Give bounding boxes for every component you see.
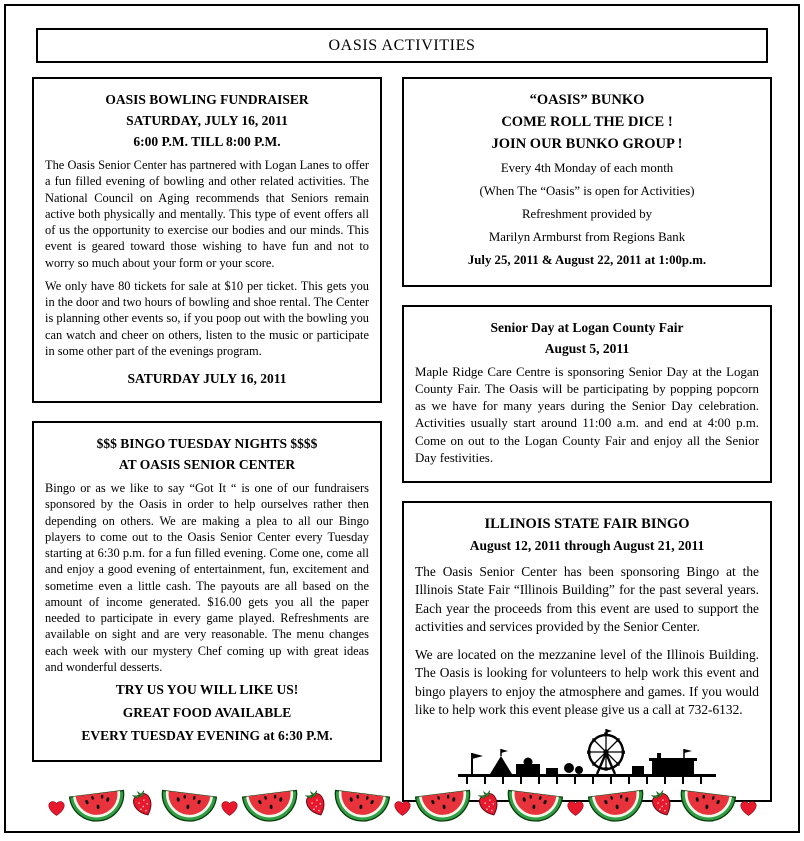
- bingo-body: Bingo or as we like to say “Got It “ is one of our fundraisers sponsored by the Oasis in order to help ourselves rather then depending on others. We are making a plea to all our Bingo players to come out to the Oasis Senior Center every Tuesday starting at 6:30 p.m. for a fun filled evening. Come one, come all and enjoy a good evening of entertainment, fun, excitement and sometime even a little cash. The payouts are all based on the amount of income generated. $16.00 gets you all the paper needed to participate in every game played. Refreshments are available on sight and are very reasonable. The menu changes each week with our mystery Chef coming up with great ideas and wonderful desserts.: [45, 481, 369, 674]
- heart-icon: [394, 801, 411, 816]
- watermelon-icon: [241, 786, 301, 827]
- heart-icon: [567, 801, 584, 816]
- watermelon-icon: [587, 786, 647, 827]
- section-bunko: [402, 77, 772, 287]
- heart-icon: [221, 801, 238, 816]
- watermelon-icon: [331, 786, 391, 827]
- bingo-closing-2: GREAT FOOD AVAILABLE: [122, 705, 292, 720]
- bowling-date: SATURDAY, JULY 16, 2011: [126, 113, 288, 128]
- left-column: [32, 77, 382, 762]
- watermelon-icon: [414, 786, 474, 827]
- state-fair-date: August 12, 2011 through August 21, 2011: [469, 537, 705, 553]
- watermelon-icon: [504, 786, 564, 827]
- bunko-title-3: JOIN OUR BUNKO GROUP !: [491, 136, 683, 152]
- bunko-title-2: COME ROLL THE DICE !: [501, 114, 673, 130]
- watermelon-icon: [677, 786, 737, 827]
- newsletter-page: [4, 4, 800, 833]
- state-fair-paragraph-1: The Oasis Senior Center has been sponsoring Bingo at the Illinois State Fair “Illinois Building” for the past several years. Each year the proceeds from this event are used to support the activities and services provided by the Senior Center.: [415, 563, 759, 635]
- bingo-title-2: AT OASIS SENIOR CENTER: [118, 457, 296, 472]
- bowling-paragraph-1: The Oasis Senior Center has partnered with Logan Lanes to offer a fun filled evening of bowling and other related activities. The National Council on Aging recommends that Seniors remain active both physically and mentally. This type of event offers all of us the opportunity to exercise our bodies and our minds. This event is geared toward those wishing to have fun and not to worry so much about your form or your score.: [45, 158, 369, 270]
- senior-day-body: Maple Ridge Care Centre is sponsoring Senior Day at the Logan County Fair. The Oasis will be participating by popping popcorn as we have for many years during the Senior Day celebration. Activities usually start around 11:00 a.m. and end at 4:00 p.m. Come on out to the Logan County Fair and enjoy all the Senior Day festivities.: [415, 365, 759, 465]
- page-title: OASIS ACTIVITIES: [328, 37, 476, 54]
- footer-decoration: [6, 788, 798, 824]
- state-fair-paragraph-2: We are located on the mezzanine level of the Illinois Building. The Oasis is looking for volunteers to help work this event and bingo players to enjoy the atmosphere and games. If you would like to help work this event please give us a call at 732-6132.: [415, 646, 759, 718]
- bunko-title-1: “OASIS” BUNKO: [529, 92, 645, 108]
- senior-day-title: Senior Day at Logan County Fair: [490, 320, 684, 335]
- bingo-closing-1: TRY US YOU WILL LIKE US!: [115, 682, 299, 697]
- strawberry-icon: [645, 786, 678, 821]
- bunko-line-1: Every 4th Monday of each month: [500, 161, 674, 175]
- strawberry-icon: [126, 786, 159, 821]
- bowling-footer-date: SATURDAY JULY 16, 2011: [127, 371, 287, 386]
- bunko-line-2: (When The “Oasis” is open for Activities): [479, 184, 695, 198]
- section-state-fair-bingo: [402, 501, 772, 802]
- watermelon-icon: [158, 786, 218, 827]
- watermelon-icon: [68, 786, 128, 827]
- bunko-date-line: July 25, 2011 & August 22, 2011 at 1:00p.m.: [467, 253, 707, 267]
- senior-day-date: August 5, 2011: [544, 341, 630, 356]
- right-column: [402, 77, 772, 802]
- bunko-line-3: Refreshment provided by: [521, 207, 653, 221]
- bingo-title-1: $$$ BINGO TUESDAY NIGHTS $$$$: [96, 436, 318, 451]
- strawberry-icon: [472, 786, 505, 821]
- bowling-title: OASIS BOWLING FUNDRAISER: [105, 92, 309, 107]
- heart-icon: [740, 801, 757, 816]
- state-fair-title: ILLINOIS STATE FAIR BINGO: [484, 515, 690, 532]
- fairground-silhouette: [415, 728, 759, 791]
- bunko-line-4: Marilyn Armburst from Regions Bank: [488, 230, 686, 244]
- bingo-closing-3: EVERY TUESDAY EVENING at 6:30 P.M.: [81, 728, 333, 743]
- bowling-time: 6:00 P.M. TILL 8:00 P.M.: [133, 134, 281, 149]
- bowling-paragraph-2: We only have 80 tickets for sale at $10 per ticket. This gets you in the door and two hours of bowling and shoe rental. The Center is planning other events so, if you poop out with the bowling you can watch and cheer on others, listen to the music or participate in some other part of the evenings program.: [45, 278, 369, 358]
- section-bingo-tuesday: [32, 421, 382, 762]
- strawberry-icon: [299, 786, 332, 821]
- heart-icon: [48, 801, 65, 816]
- section-senior-day: [402, 305, 772, 483]
- page-title-box: [36, 28, 768, 63]
- content-columns: [32, 77, 772, 802]
- section-bowling-fundraiser: [32, 77, 382, 403]
- bingo-closing-lines: [45, 682, 369, 744]
